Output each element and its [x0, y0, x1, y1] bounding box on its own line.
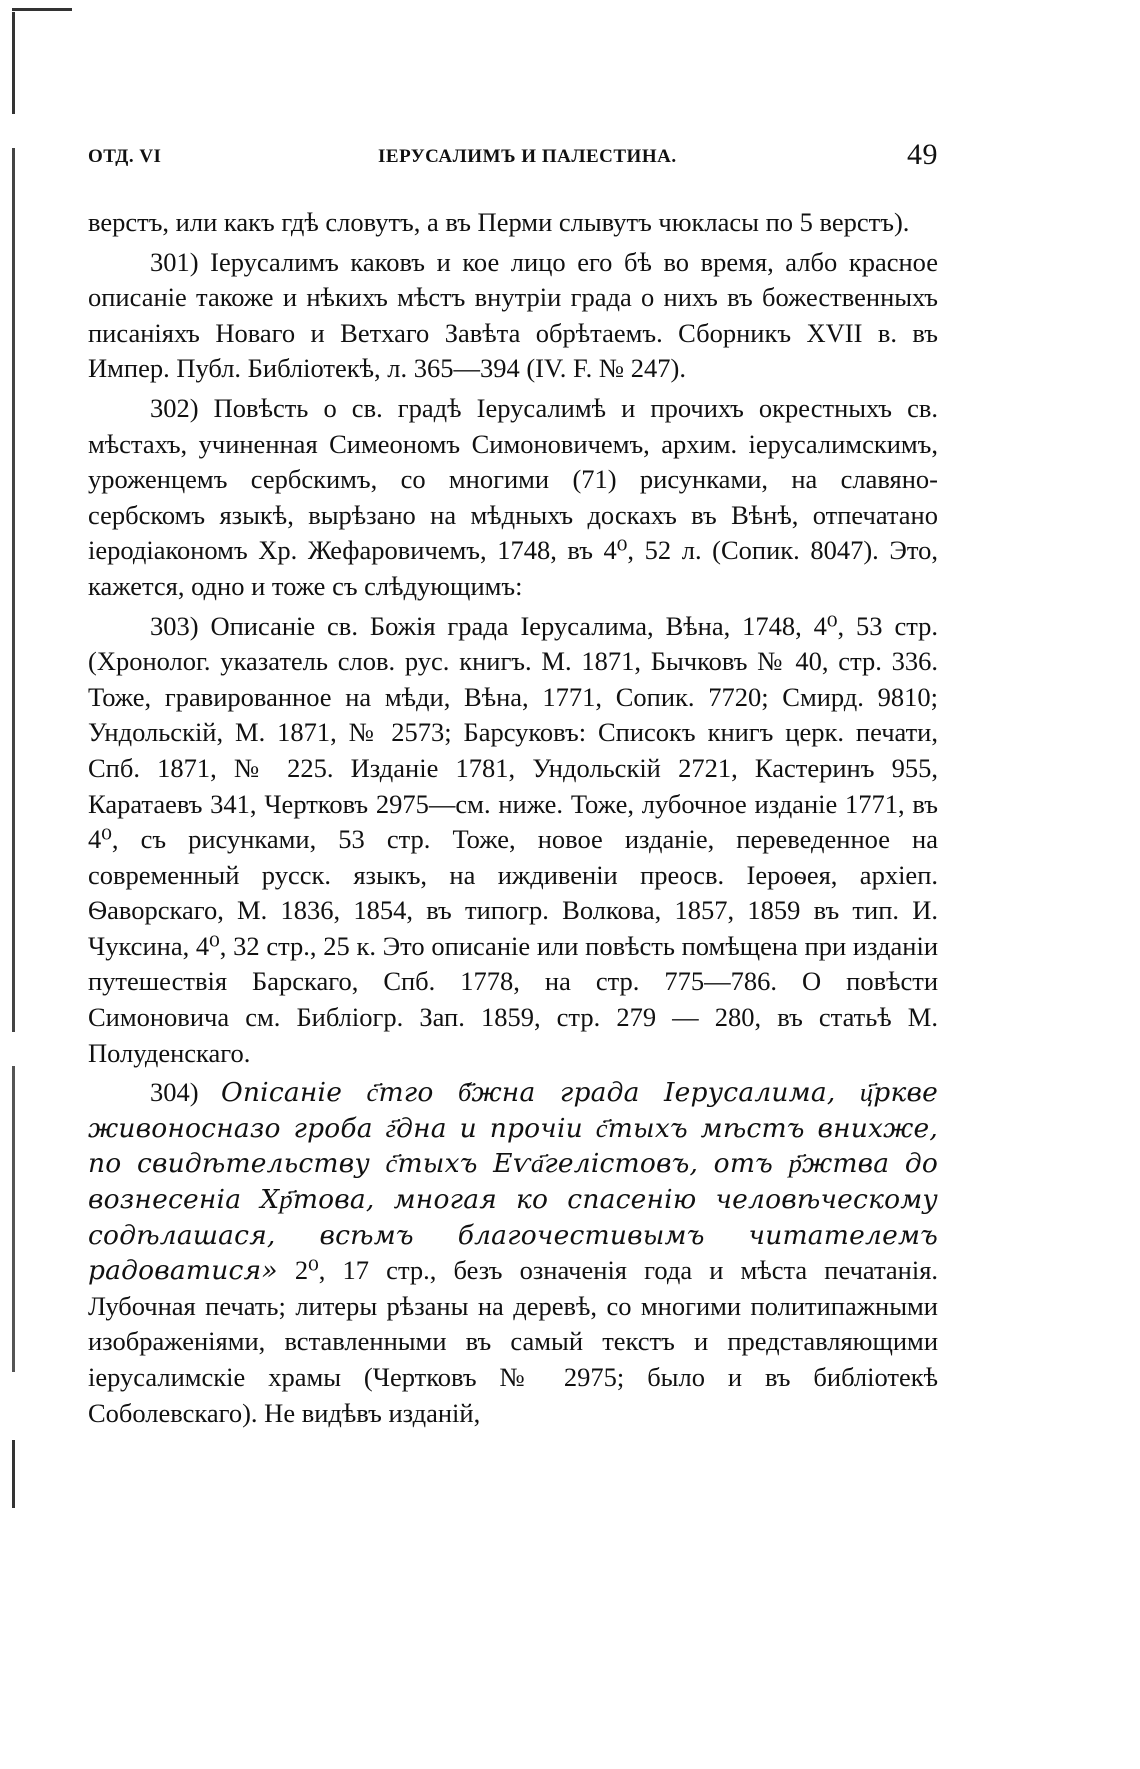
running-header: [88, 138, 938, 178]
page-number: 49: [907, 138, 938, 171]
paragraph-301: 301) Iерусалимъ каковъ и кое лицо его бѣ во время, албо красное описанiе такоже и нѣкихъ мѣстъ внутрiи града о нихъ въ божественныхъ писанiяхъ Новаго и Ветхаго Завѣта обрѣтаемъ. Сборникъ XVII в. въ Импер. Публ. Библiотекѣ, л. 365—394 (IV. F. № 247).: [88, 246, 938, 384]
running-title: IЕРУСАЛИМЪ И ПАЛЕСТИНА.: [378, 146, 677, 167]
paragraph-303: 303) Описанiе св. Божiя града Iерусалима, Вѣна, 1748, 4⁰, 53 стр. (Хронолог. указатель слов. рус. книгъ. М. 1871, Бычковъ № 40, стр. 336. Тоже, гравированное на мѣди, Вѣна, 1771, Сопик. 7720; Смирд. 9810; Ундольскiй, М. 1871, № 2573; Барсуковъ: Списокъ книгъ церк. печати, Спб. 1871, № 225. Изданiе 1781, Ундольскiй 2721, Кастеринъ 955, Каратаевъ 341, Чертковъ 2975—см. ниже. Тоже, лубочное изданiе 1771, въ 4⁰, съ рисунками, 53 стр. Тоже, новое изданiе, переведенное на современный русск. языкъ, на иждивенiи преосв. Iероѳея, архiеп. Ѳаворскаго, М. 1836, 1854, въ типогр. Волкова, 1857, 1859 въ тип. И. Чуксина, 4⁰, 32 стр., 25 к. Это описанiе или повѣсть помѣщена при изданiи путешествiя Барскаго, Спб. 1778, на стр. 775—786. О повѣсти Симоновича см. Библiогр. Зап. 1859, стр. 279 — 280, въ статьѣ М. Полуденскаго.: [88, 610, 938, 1068]
scan-border-left: [12, 12, 15, 1712]
page-body: [88, 205, 938, 1431]
paragraph-304: [88, 1075, 938, 1431]
entry-description: 2⁰, 17 стр., безъ означенiя года и мѣста печатанiя. Лубочная печать; литеры рѣзаны на деревѣ, со многими политипажными изображенiями, вставленными въ самый текстъ и представляющими iерусалимскiе храмы (Чертковъ № 2975; было и въ библiотекѣ Соболевскаго). Не видѣвъ изданiй,: [88, 1255, 939, 1428]
paragraph-continuation: верстъ, или какъ гдѣ словутъ, а въ Перми слывутъ чюкласы по 5 верстъ).: [88, 207, 910, 237]
section-label: ОТД. VI: [88, 146, 162, 167]
paragraph-302: 302) Повѣсть о св. градѣ Iерусалимѣ и прочихъ окрестныхъ св. мѣстахъ, учиненная Симеономъ Симоновичемъ, архим. iерусалимскимъ, уроженцемъ сербскимъ, со многими (71) рисунками, на славяно-сербскомъ языкѣ, вырѣзано на мѣдныхъ доскахъ въ Вѣнѣ, отпечатано iеродiакономъ Хр. Жефаровичемъ, 1748, въ 4⁰, 52 л. (Сопик. 8047). Это, кажется, одно и тоже съ слѣдующимъ:: [88, 392, 938, 601]
scan-border-top: [12, 8, 72, 11]
entry-number: 304): [150, 1077, 199, 1108]
slavonic-title: Опiсанiе с҃тго б҃жна града Iерусалима, ц҃ркве живоносназо гроба г҃дна и прочiи с҃тыхъ мѣстъ внихже, по свидѣтельству с҃тыхъ Еѵа҃гелiстовъ, отъ р҃жтва до вознесенiа Хр҃това, многая ко спасенiю человѣческому содѣлашася, всѣмъ благочестивымъ читателемъ радоватися»: [88, 1077, 939, 1287]
